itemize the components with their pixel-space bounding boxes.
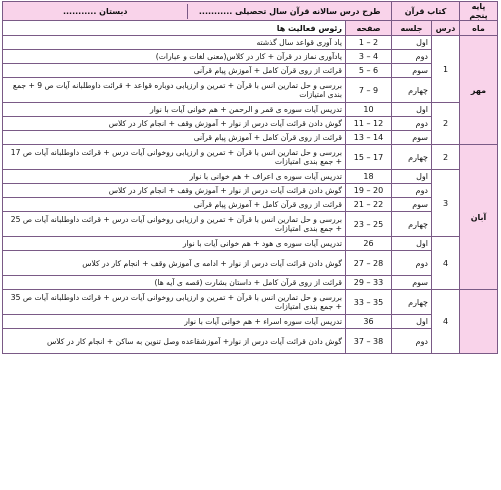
activity-cell: قرائت از روی قرآن کامل + آموزش پیام قرآنی xyxy=(3,198,346,212)
table-row xyxy=(3,184,498,198)
session-cell: چهارم xyxy=(392,212,432,237)
activity-cell: یادآوری نماز در قرآن + کار در کلاس(معنی لغات و عبارات) xyxy=(3,50,346,64)
session-cell: سوم xyxy=(392,276,432,290)
pages-cell: 21 – 22 xyxy=(346,198,392,212)
pages-cell: 23 – 25 xyxy=(346,212,392,237)
activity-cell: گوش دادن قرائت آیات درس از نوار+ آموزشقاعده وصل تنوین به ساکن + انجام کار در کلاس xyxy=(3,329,346,354)
lesson-plan-table xyxy=(2,1,498,354)
table-row xyxy=(3,276,498,290)
session-cell: اول xyxy=(392,170,432,184)
table-row xyxy=(3,315,498,329)
title-row xyxy=(3,2,498,21)
title-cell xyxy=(3,2,392,21)
pages-cell: 11 – 12 xyxy=(346,117,392,131)
session-cell: دوم xyxy=(392,117,432,131)
pages-cell: 15 – 17 xyxy=(346,145,392,170)
pages-header: صفحه xyxy=(346,21,392,36)
table-row xyxy=(3,251,498,276)
pages-cell: 36 xyxy=(346,315,392,329)
table-row xyxy=(3,36,498,50)
activity-cell: بررسی و حل تمارین انس با قرآن + تمرین و ارزیابی روخوانی آیات درس + قرائت داوطلبانه آیات ص 25 + جمع بندی امتیازات xyxy=(3,212,346,237)
activity-cell: تدریس آیات سوره ی هود + هم خوانی آیات با نوار xyxy=(3,237,346,251)
session-cell: چهارم xyxy=(392,145,432,170)
month-cell: مهر xyxy=(460,36,498,145)
week-cell: 4 xyxy=(432,237,460,290)
session-cell: چهارم xyxy=(392,290,432,315)
table-row xyxy=(3,117,498,131)
table-row xyxy=(3,290,498,315)
session-cell: دوم xyxy=(392,184,432,198)
pages-cell: 19 – 20 xyxy=(346,184,392,198)
pages-cell: 29 – 33 xyxy=(346,276,392,290)
table-row xyxy=(3,237,498,251)
activity-cell: تدریس آیات سوره اسراء + هم خوانی آیات با نوار xyxy=(3,315,346,329)
activity-cell: یاد آوری قواعد سال گذشته xyxy=(3,36,346,50)
column-header-row xyxy=(3,21,498,36)
table-row xyxy=(3,145,498,170)
pages-cell: 5 – 6 xyxy=(346,64,392,78)
pages-cell: 1 – 2 xyxy=(346,36,392,50)
month-cell xyxy=(460,290,498,354)
session-cell: اول xyxy=(392,103,432,117)
session-cell: اول xyxy=(392,315,432,329)
grade-cell: پایه پنجم xyxy=(460,2,498,21)
week-cell: 1 xyxy=(432,36,460,103)
activity-cell: تدریس آیات سوره ی قمر و الرحمن + هم خوانی آیات با نوار xyxy=(3,103,346,117)
pages-cell: 7 – 9 xyxy=(346,78,392,103)
table-row xyxy=(3,131,498,145)
session-header: جلسه xyxy=(392,21,432,36)
pages-cell: 27 – 28 xyxy=(346,251,392,276)
session-cell: دوم xyxy=(392,50,432,64)
pages-cell: 10 xyxy=(346,103,392,117)
activity-cell: قرائت از روی قرآن کامل + داستان بشارت (قصه ی آیه ها) xyxy=(3,276,346,290)
month-cell: آبان xyxy=(460,145,498,290)
session-cell: اول xyxy=(392,36,432,50)
pages-cell: 13 – 14 xyxy=(346,131,392,145)
lesson-plan-page xyxy=(0,1,499,488)
week-cell: 4 xyxy=(432,290,460,354)
week-header: درس xyxy=(432,21,460,36)
week-cell: 2 xyxy=(432,103,460,145)
activity-cell: گوش دادن قرائت آیات درس از نوار + آموزش وقف + انجام کار در کلاس xyxy=(3,184,346,198)
table-row xyxy=(3,103,498,117)
pages-cell: 3 – 4 xyxy=(346,50,392,64)
session-cell: چهارم xyxy=(392,78,432,103)
pages-cell: 33 – 35 xyxy=(346,290,392,315)
session-cell: دوم xyxy=(392,329,432,354)
pages-cell: 26 xyxy=(346,237,392,251)
table-row xyxy=(3,329,498,354)
book-cell: کتاب قرآن xyxy=(392,2,460,21)
session-cell: سوم xyxy=(392,131,432,145)
table-row xyxy=(3,198,498,212)
table-row xyxy=(3,212,498,237)
activity-cell: گوش دادن قرائت آیات درس از نوار + ادامه ی آموزش وقف + انجام کار در کلاس xyxy=(3,251,346,276)
activity-cell: بررسی و حل تمارین انس با قرآن + تمرین و ارزیابی روخوانی آیات درس + قرائت داوطلبانه آیات ص 17 + جمع بندی امتیازات xyxy=(3,145,346,170)
activity-cell: تدریس آیات سوره ی اعراف + هم خوانی با نوار xyxy=(3,170,346,184)
table-row xyxy=(3,170,498,184)
activity-cell: گوش دادن قرائت آیات درس از نوار + آموزش وقف + انجام کار در کلاس xyxy=(3,117,346,131)
table-row xyxy=(3,64,498,78)
activity-cell: بررسی و حل تمارین انس با قرآن + تمرین و ارزیابی روخوانی آیات درس + قرائت داوطلبانه آیات ص 35 + جمع بندی امتیازات xyxy=(3,290,346,315)
session-cell: دوم xyxy=(392,251,432,276)
lesson-rows xyxy=(3,36,498,354)
table-row xyxy=(3,78,498,103)
pages-cell: 18 xyxy=(346,170,392,184)
month-header: ماه xyxy=(460,21,498,36)
school-name: دبستان ........... xyxy=(62,6,128,16)
activities-header: رئوس فعالیت ها xyxy=(3,21,346,36)
session-cell: اول xyxy=(392,237,432,251)
week-cell: 2 xyxy=(432,145,460,170)
week-cell: 3 xyxy=(432,170,460,237)
activity-cell: بررسی و حل تمارین انس با قرآن + تمرین و ارزیابی دوباره قواعد + قرائت داوطلبانه آیات ص 9 + جمع بندی امتیازات xyxy=(3,78,346,103)
pages-cell: 37 – 38 xyxy=(346,329,392,354)
plan-title: طرح درس سالانه قرآن سال تحصیلی ........... xyxy=(187,4,391,19)
activity-cell: قرائت از روی قرآن کامل + آموزش پیام قرآنی xyxy=(3,131,346,145)
session-cell: سوم xyxy=(392,64,432,78)
session-cell: سوم xyxy=(392,198,432,212)
activity-cell: قرائت از روی قرآن کامل + آموزش پیام قرآنی xyxy=(3,64,346,78)
table-row xyxy=(3,50,498,64)
